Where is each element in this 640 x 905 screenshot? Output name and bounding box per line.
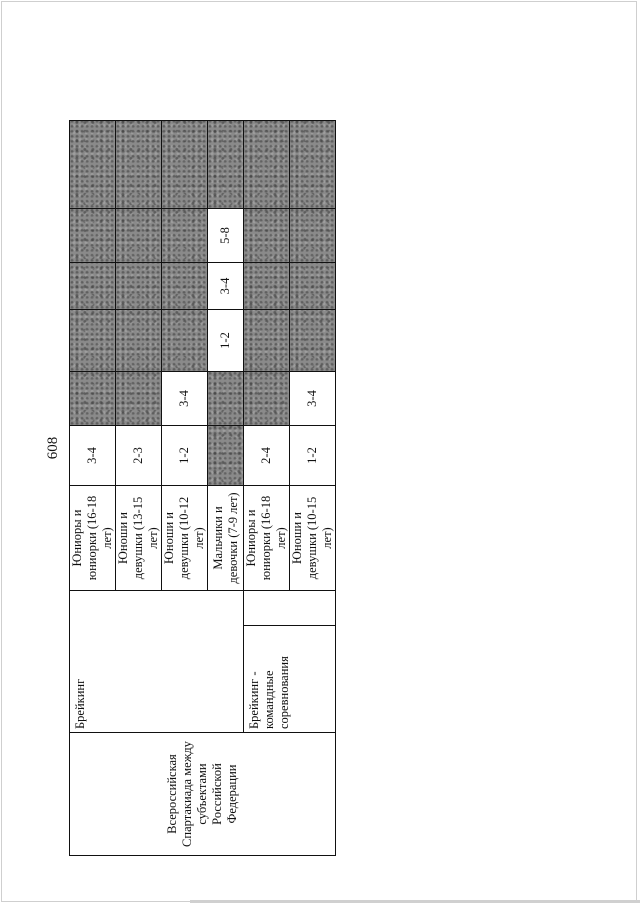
place-cell [290,209,336,263]
place-cell [70,121,116,209]
place-cell [70,263,116,310]
place-cell [70,310,116,372]
place-cell [116,372,162,426]
place-cell: 1-2 [290,426,336,486]
page-number: 608 [45,436,61,460]
age-group-cell: Юноши и девушки (10-12 лет) [162,486,208,591]
place-cell: 1-2 [162,426,208,486]
place-cell [116,121,162,209]
place-cell [116,263,162,310]
place-cell [208,372,244,426]
place-cell [162,310,208,372]
place-cell [290,121,336,209]
place-cell: 1-2 [208,310,244,372]
discipline-cell: Брейкинг [70,591,244,733]
age-group-cell: Юноши и девушки (13-15 лет) [116,486,162,591]
place-cell [162,209,208,263]
place-cell [116,310,162,372]
place-cell: 3-4 [290,372,336,426]
place-cell [244,372,290,426]
place-cell [244,310,290,372]
place-cell [244,209,290,263]
age-group-cell: Юниоры и юниорки (16-18 лет) [244,486,290,591]
discipline-cell: Брейкинг - командные соревнования [244,626,336,733]
age-group-cell: Юниоры и юниорки (16-18 лет) [70,486,116,591]
place-cell: 3-4 [70,426,116,486]
place-cell: 2-4 [244,426,290,486]
place-cell [244,121,290,209]
ranking-table [69,120,336,856]
place-cell [208,121,244,209]
age-group-cell: Мальчики и девочки (7-9 лет) [208,486,244,591]
place-cell [70,372,116,426]
age-group-cell: Юноши и девушки (10-15 лет) [290,486,336,591]
place-cell: 3-4 [208,263,244,310]
place-cell [290,263,336,310]
place-cell [208,426,244,486]
rotated-page [45,121,334,856]
table-row [70,121,116,856]
place-cell: 5-8 [208,209,244,263]
place-cell: 2-3 [116,426,162,486]
place-cell [244,263,290,310]
blank-cell [244,591,336,626]
scan-edge [190,900,640,903]
place-cell [116,209,162,263]
place-cell [162,121,208,209]
place-cell [162,263,208,310]
place-cell [290,310,336,372]
place-cell: 3-4 [162,372,208,426]
event-cell: Всероссийская Спартакиада между субъектами Российской Федерации [70,733,336,856]
place-cell [70,209,116,263]
